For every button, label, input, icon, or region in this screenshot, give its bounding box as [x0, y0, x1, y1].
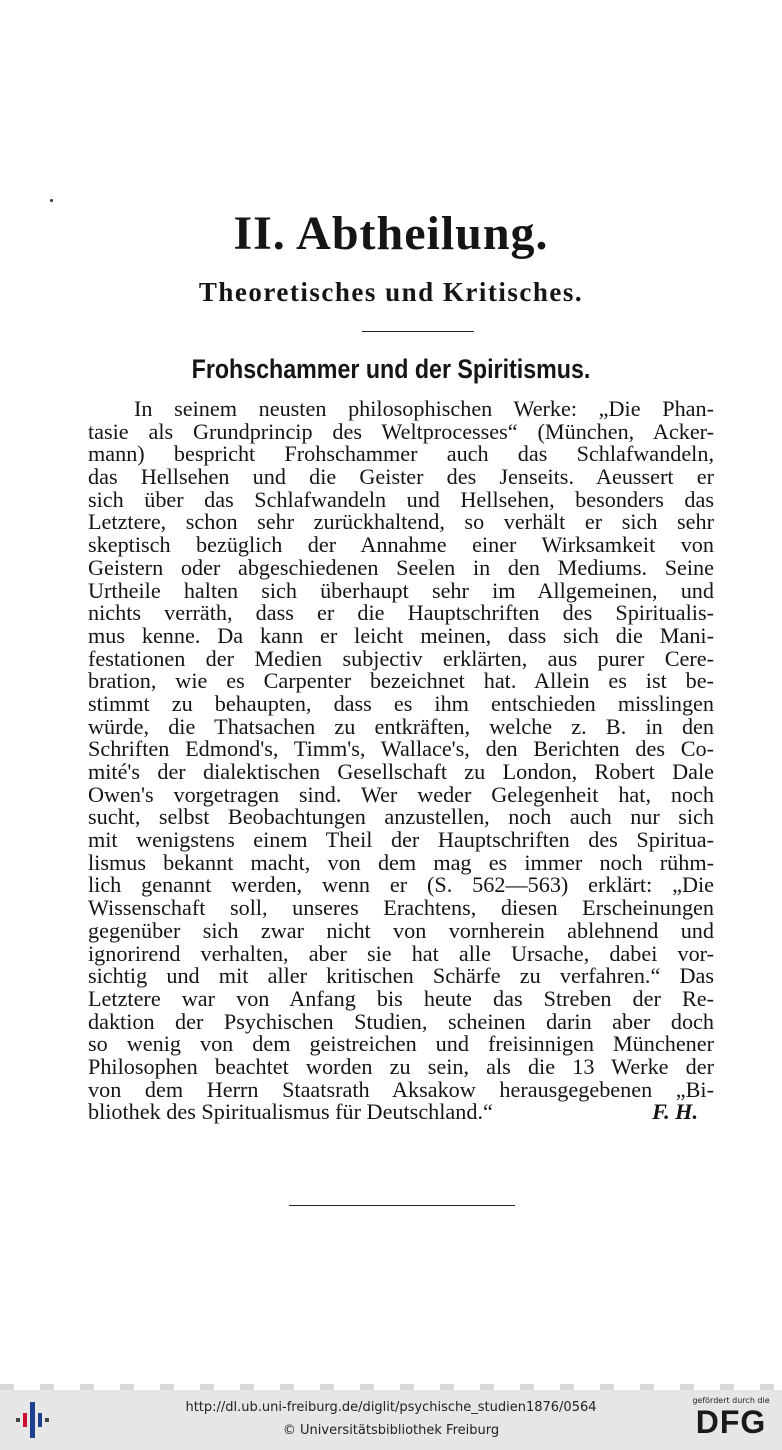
body-line: mus kenne. Da kann er leicht meinen, dass sich die Mani- [88, 622, 714, 648]
funding-note: gefördert durch die [692, 1396, 770, 1405]
body-line: von dem Herrn Staatsrath Aksakow herausgegebenen „Bi- [88, 1076, 714, 1102]
body-line: Urtheile halten sich überhaupt sehr im Allgemeinen, und [88, 577, 714, 603]
divider-rule-top [362, 331, 474, 332]
body-line: würde, die Thatsachen zu entkräften, welche z. B. in den [88, 713, 714, 739]
body-line: daktion der Psychischen Studien, scheinen darin aber doch [88, 1008, 714, 1034]
article-body [88, 398, 714, 1124]
body-line: so wenig von dem geistreichen und freisinnigen Münchener [88, 1031, 714, 1057]
body-line: Geistern oder abgeschiedenen Seelen in den Mediums. Seine [88, 554, 714, 580]
viewer-footer [0, 1390, 782, 1450]
dfg-wordmark: DFG [695, 1404, 767, 1440]
copyright-text: © Universitätsbibliothek Freiburg [282, 1423, 500, 1438]
body-line: Letztere war von Anfang bis heute das Streben der Re- [88, 985, 714, 1011]
body-line: sich über das Schlafwandeln und Hellsehen, besonders das [88, 486, 714, 512]
body-line: ignorirend verhalten, aber sie hat alle Ursache, dabei vor- [88, 940, 714, 966]
body-line: bliothek des Spiritualismus für Deutschland.“ F. H. [88, 1101, 714, 1124]
body-line: Letztere, schon sehr zurückhaltend, so verhält er sich sehr [88, 509, 714, 535]
body-line: Philosophen beachtet worden zu sein, als die 13 Werke der [88, 1053, 714, 1079]
section-subtitle: Theoretisches und Kritisches. [198, 277, 584, 307]
body-line: skeptisch bezüglich der Annahme einer Wirksamkeit von [88, 532, 714, 558]
body-line: lismus bekannt macht, von dem mag es immer noch rühm- [88, 849, 714, 875]
body-line: mit wenigstens einem Theil der Hauptschriften des Spiritua- [88, 827, 714, 853]
body-line: gegenüber sich zwar nicht von vornherein ablehnend und [88, 917, 714, 943]
body-line: stimmt zu behaupten, dass es ihm entschieden misslingen [88, 690, 714, 716]
body-line: Schriften Edmond's, Timm's, Wallace's, den Berichten des Co- [88, 736, 714, 762]
body-line: sichtig und mit aller kritischen Schärfe zu verfahren.“ Das [88, 963, 714, 989]
body-line: sucht, selbst Beobachtungen anzustellen, noch auch nur sich [88, 804, 714, 830]
body-line: lich genannt werden, wenn er (S. 562—563) erklärt: „Die [88, 872, 714, 898]
body-line: festationen der Medien subjectiv erklärten, aus purer Cere- [88, 645, 714, 671]
body-line: Owen's vorgetragen sind. Wer weder Gelegenheit hat, noch [88, 781, 714, 807]
divider-rule-bottom [289, 1205, 515, 1206]
page-url-link[interactable]: http://dl.ub.uni-freiburg.de/diglit/psychische_studien1876/0564 [185, 1400, 597, 1415]
section-title: II. Abtheilung. [233, 207, 549, 260]
dfg-logo[interactable] [688, 1396, 774, 1439]
body-line: nichts verräth, dass er die Hauptschriften des Spiritualis- [88, 600, 714, 626]
body-line: Wissenschaft soll, unseres Erachtens, diesen Erscheinungen [88, 895, 714, 921]
body-line: bration, wie es Carpenter bezeichnet hat. Allein es ist be- [88, 668, 714, 694]
body-line: In seinem neusten philosophischen Werke: „Die Phan- [134, 396, 714, 421]
body-line: mité's der dialektischen Gesellschaft zu London, Robert Dale [88, 759, 714, 784]
print-speck [50, 199, 53, 202]
body-line: tasie als Grundprincip des Weltprocesses“ (München, Acker- [88, 418, 714, 444]
article-title: Frohschammer und der Spiritismus. [191, 354, 591, 384]
body-line: mann) bespricht Frohschammer auch das Schlafwandeln, [88, 441, 714, 467]
author-signature: F. H. [652, 1099, 698, 1125]
body-line: das Hellsehen und die Geister des Jenseits. Aeussert er [88, 464, 714, 490]
